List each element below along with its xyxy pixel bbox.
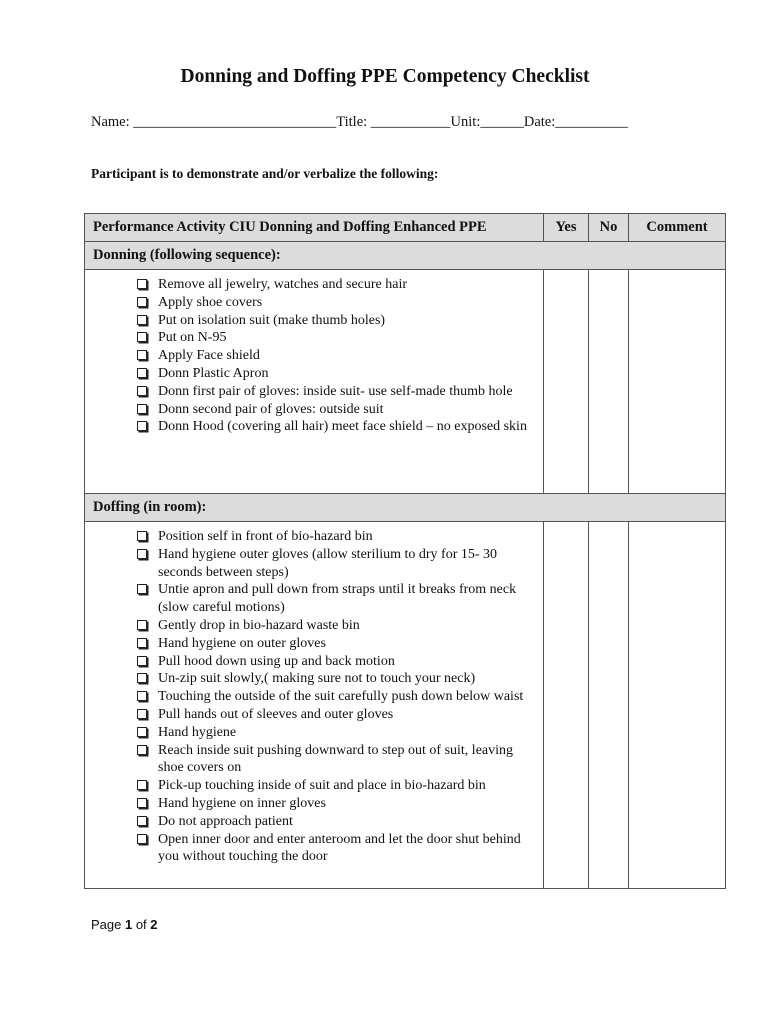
checkbox-icon[interactable] [137, 691, 147, 701]
checklist-item-label: Donn first pair of gloves: inside suit- use self-made thumb hole [158, 383, 513, 399]
checklist-item-label: Gently drop in bio-hazard waste bin [158, 617, 360, 633]
doffing-yes-cell[interactable] [544, 522, 589, 889]
checklist-item [136, 670, 533, 688]
checkbox-icon[interactable] [137, 350, 147, 360]
checklist-item [136, 688, 533, 706]
header-row [85, 214, 726, 242]
instruction-text: Participant is to demonstrate and/or verbalize the following: [91, 166, 439, 181]
checkbox-icon[interactable] [137, 421, 147, 431]
checklist-item-label: Put on N-95 [158, 330, 227, 346]
checklist-item-label: Position self in front of bio-hazard bin [158, 529, 373, 544]
footer-of: of [132, 917, 151, 932]
checklist-item [136, 653, 533, 671]
checklist-item-label: Donn Plastic Apron [158, 365, 269, 381]
checkbox-icon[interactable] [137, 656, 147, 666]
checkbox-icon[interactable] [137, 315, 147, 325]
checklist-item-label: Put on isolation suit (make thumb holes) [158, 312, 386, 328]
checkbox-icon[interactable] [137, 816, 147, 826]
doffing-items-cell [85, 522, 544, 889]
doffing-heading-row [85, 494, 726, 522]
header-comment: Comment [629, 214, 726, 242]
donning-heading-row [85, 242, 726, 270]
checklist-item-label: Un-zip suit slowly,( making sure not to touch your neck) [158, 671, 476, 687]
checklist-item-label: Apply Face shield [158, 348, 260, 364]
checklist-item-label: Reach inside suit pushing downward to step out of suit, leaving shoe covers on [158, 742, 514, 776]
checklist-item-label: Pull hands out of sleeves and outer gloves [158, 706, 394, 722]
checklist-item-label: Open inner door and enter anteroom and let the door shut behind you without touching the door [158, 831, 521, 865]
footer-current-page: 1 [124, 917, 133, 932]
checkbox-icon[interactable] [137, 709, 147, 719]
footer-prefix: Page [91, 917, 125, 932]
checkbox-icon[interactable] [137, 780, 147, 790]
doffing-heading: Doffing (in room): [85, 494, 726, 522]
checklist-item [136, 294, 533, 312]
doffing-comment-cell[interactable] [629, 522, 726, 889]
checklist-table [84, 213, 726, 889]
checklist-item [136, 401, 533, 419]
checklist-item-label: Remove all jewelry, watches and secure hair [158, 277, 408, 292]
checklist-item [136, 831, 533, 867]
checklist-item [136, 581, 533, 617]
checkbox-icon[interactable] [137, 620, 147, 630]
donning-items-row [85, 270, 726, 494]
checklist-item-label: Hand hygiene [158, 724, 237, 740]
checklist-item [136, 777, 533, 795]
document-title: Donning and Doffing PPE Competency Checklist [180, 66, 590, 87]
checklist-item-label: Donn Hood (covering all hair) meet face shield – no exposed skin [158, 419, 527, 435]
checklist-item [136, 347, 533, 365]
checkbox-icon[interactable] [137, 638, 147, 648]
checkbox-icon[interactable] [137, 386, 147, 396]
checklist-item-label: Touching the outside of the suit carefully push down below waist [158, 689, 524, 705]
checklist-item [136, 617, 533, 635]
checkbox-icon[interactable] [137, 297, 147, 307]
checklist-item [136, 329, 533, 347]
checkbox-icon[interactable] [137, 549, 147, 559]
checklist-item [136, 365, 533, 383]
donning-checklist [85, 276, 543, 436]
doffing-items-row [85, 522, 726, 889]
checkbox-icon[interactable] [137, 673, 147, 683]
checklist-item-label: Pull hood down using up and back motion [158, 653, 395, 669]
checklist-item [136, 528, 533, 546]
checkbox-icon[interactable] [137, 368, 147, 378]
donning-items-cell [85, 270, 544, 494]
checklist-item [136, 383, 533, 401]
checkbox-icon[interactable] [137, 727, 147, 737]
checkbox-icon[interactable] [137, 584, 147, 594]
checkbox-icon[interactable] [137, 531, 147, 541]
checkbox-icon[interactable] [137, 798, 147, 808]
header-yes: Yes [544, 214, 589, 242]
checklist-item-label: Donn second pair of gloves: outside suit [158, 401, 384, 417]
donning-heading: Donning (following sequence): [85, 242, 726, 270]
donning-no-cell[interactable] [589, 270, 629, 494]
checkbox-icon[interactable] [137, 834, 147, 844]
checkbox-icon[interactable] [137, 745, 147, 755]
checkbox-icon[interactable] [137, 404, 147, 414]
checklist-item [136, 813, 533, 831]
checklist-item-label: Untie apron and pull down from straps until it breaks from neck (slow careful motions) [158, 582, 517, 616]
checklist-item [136, 546, 533, 582]
donning-yes-cell[interactable] [544, 270, 589, 494]
header-activity: Performance Activity CIU Donning and Doffing Enhanced PPE [85, 214, 544, 242]
footer-total-pages: 2 [150, 917, 158, 932]
page-footer [91, 917, 158, 932]
checklist-item [136, 276, 533, 294]
checklist-item [136, 706, 533, 724]
doffing-checklist [85, 528, 543, 866]
checklist-item [136, 418, 533, 436]
checklist-item-label: Apply shoe covers [158, 294, 263, 310]
checklist-item [136, 635, 533, 653]
donning-comment-cell[interactable] [629, 270, 726, 494]
checklist-item [136, 742, 533, 778]
checkbox-icon[interactable] [137, 332, 147, 342]
checklist-item [136, 795, 533, 813]
checklist-item-label: Do not approach patient [158, 813, 293, 829]
doffing-no-cell[interactable] [589, 522, 629, 889]
checklist-item-label: Hand hygiene on inner gloves [158, 795, 326, 811]
checklist-item-label: Hand hygiene on outer gloves [158, 635, 326, 651]
checklist-item-label: Hand hygiene outer gloves (allow sterilium to dry for 15- 30 seconds between steps) [158, 546, 498, 580]
checkbox-icon[interactable] [137, 279, 147, 289]
header-no: No [589, 214, 629, 242]
checklist-item [136, 724, 533, 742]
name-title-unit-date-line: Name: ____________________________Title: ___________Unit:______Date:__________ [91, 114, 628, 130]
checklist-item-label: Pick-up touching inside of suit and place in bio-hazard bin [158, 778, 486, 794]
checklist-item [136, 312, 533, 330]
